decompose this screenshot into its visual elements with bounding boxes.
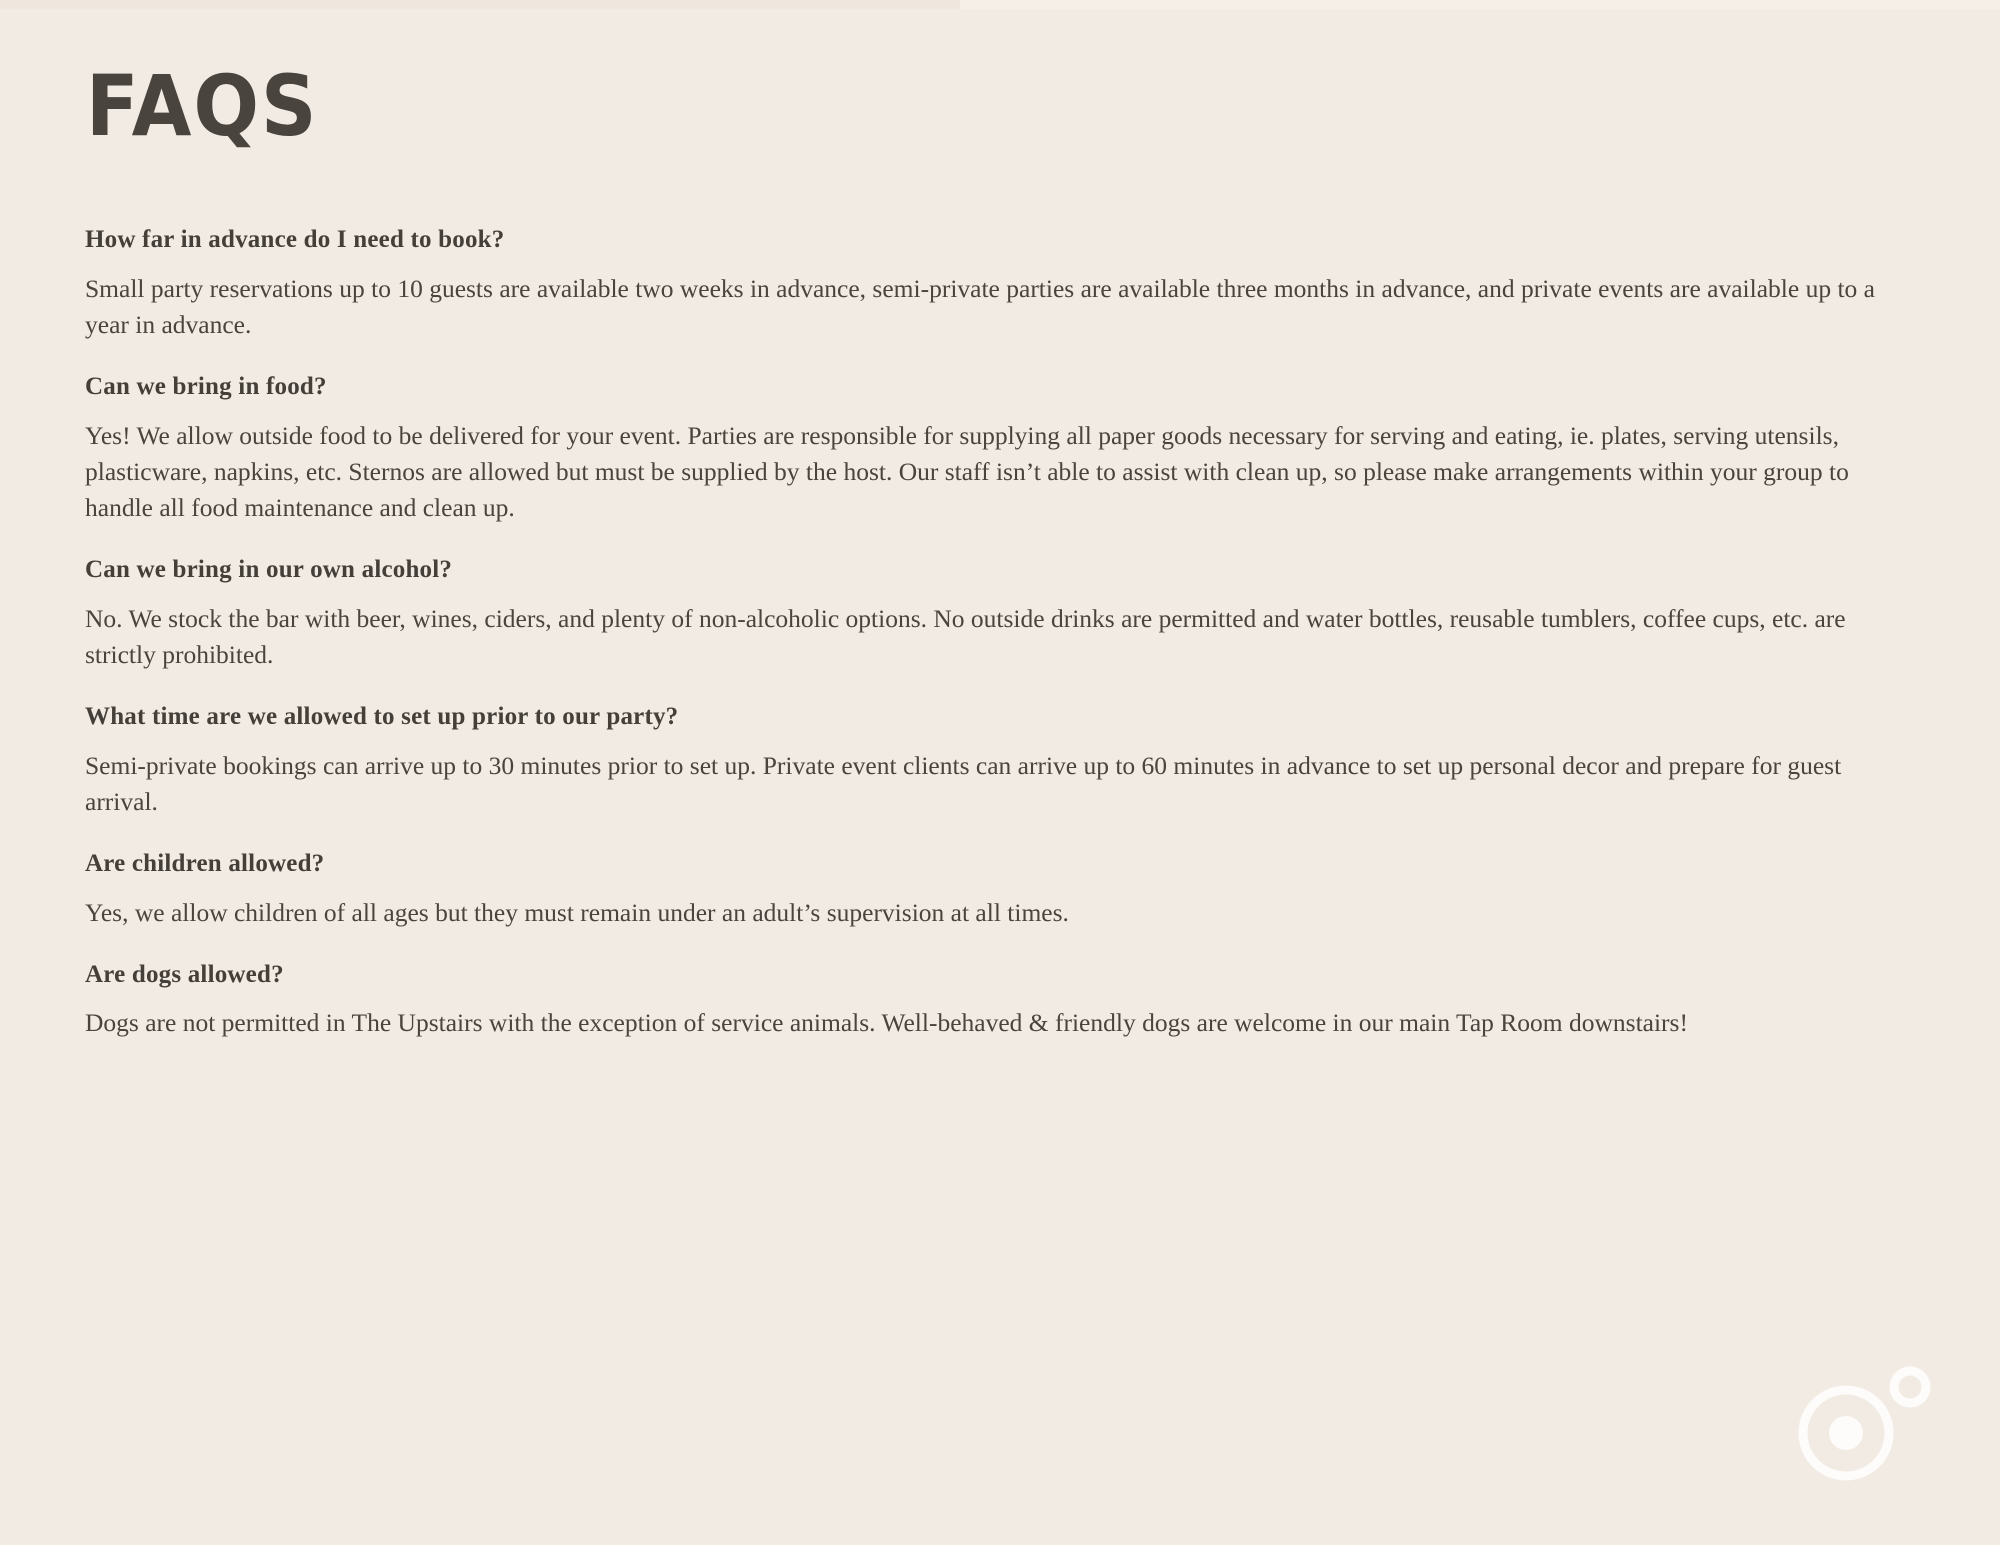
faq-question: Can we bring in our own alcohol? bbox=[85, 556, 453, 584]
faq-item bbox=[85, 848, 1915, 931]
faq-question: What time are we allowed to set up prior to our party? bbox=[85, 703, 679, 731]
faq-question: Can we bring in food? bbox=[85, 373, 327, 401]
faq-item bbox=[85, 371, 1915, 526]
faq-list bbox=[85, 224, 1915, 1041]
faq-answer: Yes! We allow outside food to be delivered for your event. Parties are responsible for supplying all paper goods necessary for serving and eating, ie. plates, serving utensils, plasticware, napkins, etc. Sternos are allowed but must be supplied by the host. Our staff isn’t able to assist with clean up, so please make arrangements within your group to handle all food maintenance and clean up. bbox=[85, 420, 1849, 523]
faq-question: How far in advance do I need to book? bbox=[85, 226, 505, 254]
faq-question: Are children allowed? bbox=[85, 850, 325, 878]
faq-item bbox=[85, 959, 1915, 1042]
camera-logo-icon bbox=[1788, 1363, 1938, 1483]
faq-item bbox=[85, 554, 1915, 673]
faq-item bbox=[85, 701, 1915, 820]
faq-answer: No. We stock the bar with beer, wines, ciders, and plenty of non-alcoholic options. No outside drinks are permitted and water bottles, reusable tumblers, coffee cups, etc. are strictly prohibited. bbox=[85, 603, 1846, 670]
faq-answer: Small party reservations up to 10 guests are available two weeks in advance, semi-private parties are available three months in advance, and private events are available up to a year in advance. bbox=[85, 273, 1875, 340]
page-title: FAQS bbox=[85, 57, 319, 155]
faq-question: Are dogs allowed? bbox=[85, 960, 284, 988]
faq-answer: Dogs are not permitted in The Upstairs with the exception of service animals. Well-behaved & friendly dogs are welcome in our main Tap Room downstairs! bbox=[85, 1008, 1688, 1038]
faq-answer: Semi-private bookings can arrive up to 30 minutes prior to set up. Private event clients can arrive up to 60 minutes in advance to set up personal decor and prepare for guest arrival. bbox=[85, 750, 1842, 817]
faq-item bbox=[85, 224, 1915, 343]
faq-answer: Yes, we allow children of all ages but they must remain under an adult’s supervision at all times. bbox=[85, 897, 1069, 927]
